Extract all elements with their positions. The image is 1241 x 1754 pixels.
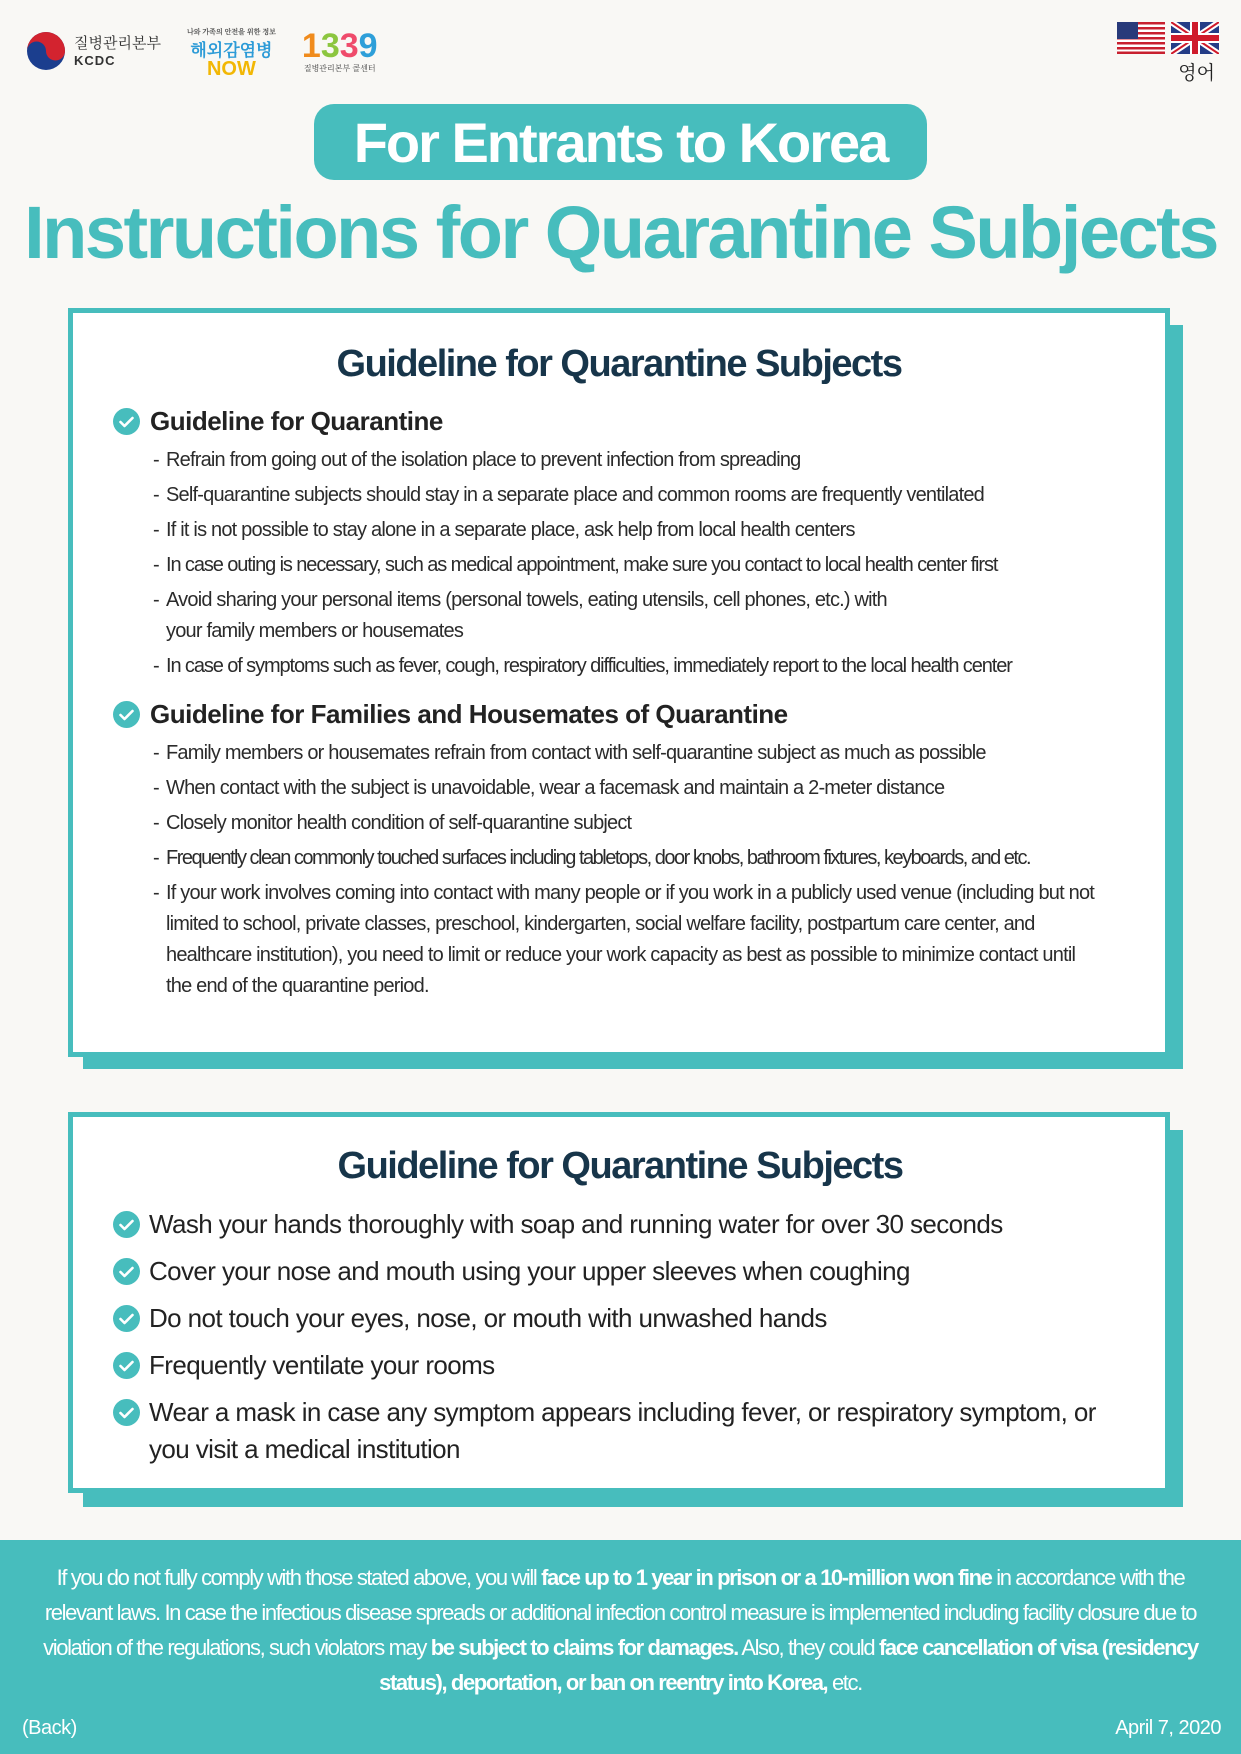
hotline-logo (301, 26, 378, 74)
header-logos (26, 24, 378, 78)
campaign-logo (187, 24, 276, 78)
quarantine-guideline-list (153, 445, 1125, 682)
list-item: - When contact with the subject is unavoidable, wear a facemask and maintain a 2-meter distance (153, 773, 1125, 804)
org-name-ko: 질병관리본부 (74, 34, 161, 52)
taegeuk-emblem-icon (26, 31, 66, 71)
list-item: - Closely monitor health condition of self-quarantine subject (153, 808, 1125, 839)
language-flags (1117, 22, 1219, 85)
uk-flag-icon (1171, 22, 1219, 54)
list-item: - Family members or housemates refrain from contact with self-quarantine subject as much as possible (153, 738, 1125, 769)
check-icon (113, 1399, 140, 1426)
list-item (113, 1300, 1127, 1337)
warning-emphasis: face cancellation of visa (residency status), deportation, or ban on reentry into Korea, (379, 1635, 1198, 1695)
kcdc-logo (26, 31, 161, 71)
hotline-number: 1339 (301, 26, 378, 65)
hotline-label: 질병관리본부 콜센터 (303, 63, 376, 73)
campaign-logo-tagline: 나와 가족의 안전을 위한 정보 (186, 29, 276, 36)
warning-emphasis: be subject to claims for damages. (430, 1635, 738, 1660)
card2-title: Guideline for Quarantine Subjects (337, 1145, 903, 1187)
hygiene-guideline-list (113, 1206, 1127, 1468)
back-label: (Back) (22, 1717, 77, 1739)
list-item: - Avoid sharing your personal items (personal towels, eating utensils, cell phones, etc.) with your family members or housemates (153, 585, 913, 647)
list-item: - In case outing is necessary, such as medical appointment, make sure you contact to local health center first (153, 550, 1125, 581)
warning-text: If you do not fully comply with those stated above, you will (56, 1565, 542, 1590)
org-name-en: KCDC (74, 52, 116, 68)
campaign-logo-now: NOW (206, 58, 256, 80)
list-item: - In case of symptoms such as fever, cough, respiratory difficulties, immediately report to the local health center (153, 651, 1125, 682)
warning-text: Also, they could (737, 1635, 879, 1660)
page-title: Instructions for Quarantine Subjects (24, 191, 1217, 274)
section-families (113, 699, 1125, 1002)
section-heading (113, 406, 1125, 437)
language-label: 영어 (1178, 63, 1215, 84)
us-flag-icon (1117, 22, 1165, 54)
list-item-text: Cover your nose and mouth using your upper sleeves when coughing (149, 1256, 910, 1286)
section-quarantine (113, 406, 1125, 682)
list-item (113, 1206, 1127, 1243)
card1-title: Guideline for Quarantine Subjects (336, 343, 902, 385)
guideline-card-2 (68, 1112, 1170, 1493)
check-icon (113, 1258, 140, 1285)
list-item: - Frequently clean commonly touched surfaces including tabletops, door knobs, bathroom fixtures, keyboards, and etc. (153, 843, 1125, 874)
section-heading (113, 699, 1125, 730)
warning-text: etc. (827, 1670, 862, 1695)
issue-date: April 7, 2020 (1115, 1717, 1221, 1739)
campaign-logo-title: 해외감염병 (190, 41, 273, 60)
check-icon (113, 1352, 140, 1379)
list-item-text: Wash your hands thoroughly with soap and running water for over 30 seconds (149, 1209, 1003, 1239)
list-item: - If it is not possible to stay alone in a separate place, ask help from local health centers (153, 515, 1125, 546)
warning-text: in accordance with the relevant laws. In case the infectious disease spreads or additional infection control measure is implemented including facility closure due to violation of the regulations, such violators may (43, 1565, 1197, 1660)
footer-banner (0, 1540, 1241, 1754)
check-icon (113, 1305, 140, 1332)
families-guideline-list (153, 738, 1125, 1002)
list-item-text: Frequently ventilate your rooms (149, 1350, 495, 1380)
check-icon (113, 408, 140, 435)
check-icon (113, 701, 140, 728)
list-item (113, 1347, 1127, 1384)
list-item: - Refrain from going out of the isolation place to prevent infection from spreading (153, 445, 1125, 476)
list-item-text: Wear a mask in case any symptom appears including fever, or respiratory symptom, or you visit a medical institution (149, 1397, 1096, 1464)
guideline-card-1 (68, 308, 1170, 1057)
list-item: - If your work involves coming into contact with many people or if you work in a publicly used venue (including but not limited to school, private classes, preschool, kindergarten, social welfare facility, postpartum care center, and healthcare institution), you need to limit or reduce your work capacity as best as possible to minimize contact until the end of the quarantine period. (153, 878, 1103, 1002)
warning-emphasis: face up to 1 year in prison or a 10-million won fine (541, 1565, 992, 1590)
list-item-text: Do not touch your eyes, nose, or mouth with unwashed hands (149, 1303, 827, 1333)
list-item (113, 1253, 1127, 1290)
section-heading-text: Guideline for Families and Housemates of Quarantine (150, 699, 788, 729)
legal-warning (30, 1560, 1211, 1700)
entrants-pill-title: For Entrants to Korea (314, 104, 927, 180)
section-heading-text: Guideline for Quarantine (150, 406, 443, 436)
list-item (113, 1394, 1127, 1468)
check-icon (113, 1211, 140, 1238)
list-item: - Self-quarantine subjects should stay in a separate place and common rooms are frequently ventilated (153, 480, 1125, 511)
